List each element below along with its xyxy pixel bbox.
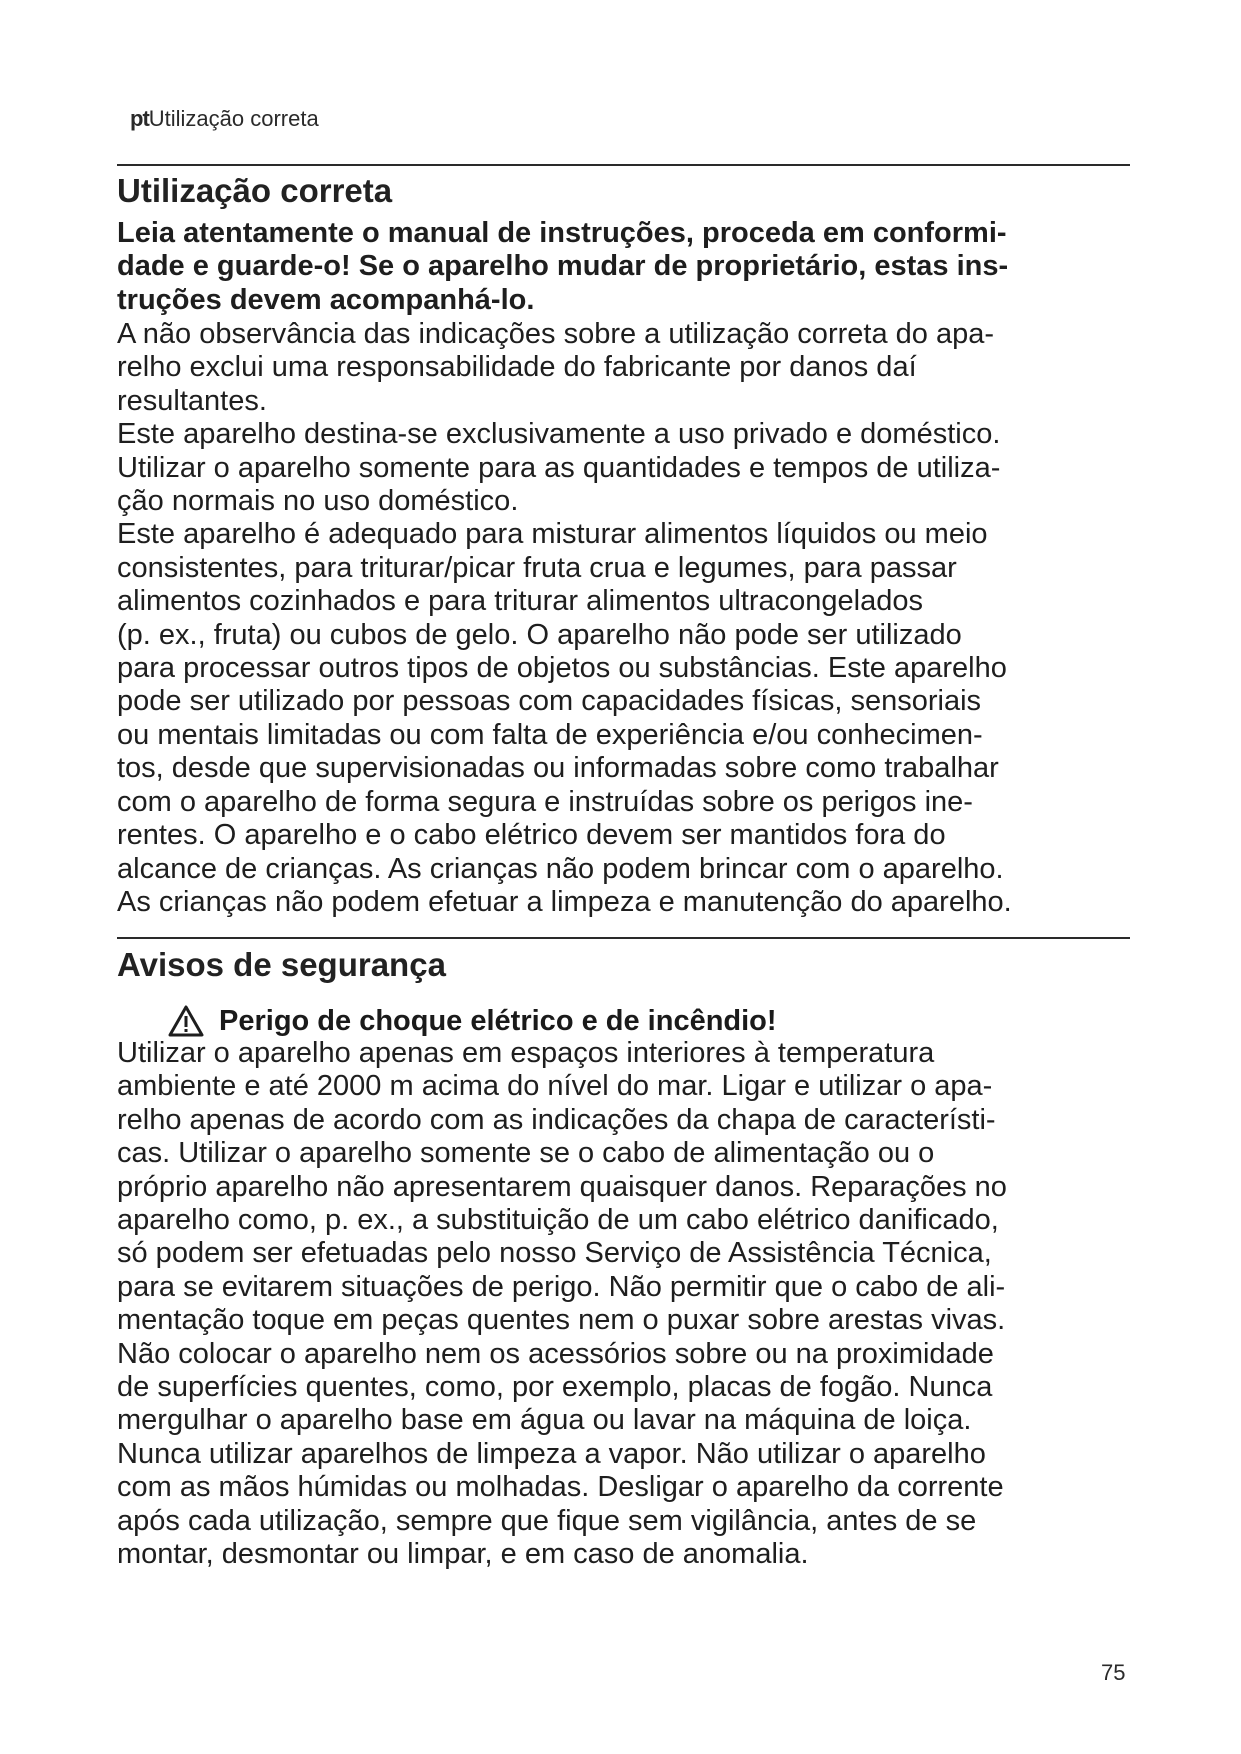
text-line: alimentos cozinhados e para triturar alimentos ultracongelados: [117, 585, 923, 618]
text-line: (p. ex., fruta) ou cubos de gelo. O aparelho não pode ser utilizado: [117, 618, 962, 651]
text-line: montar, desmontar ou limpar, e em caso de anomalia.: [117, 1538, 809, 1571]
text-line: para processar outros tipos de objetos ou substâncias. Este aparelho: [117, 652, 1007, 685]
text-line: ção normais no uso doméstico.: [117, 485, 519, 518]
language-code: pt: [130, 106, 149, 131]
text-line: mentação toque em peças quentes nem o puxar sobre arestas vivas.: [117, 1304, 1006, 1337]
warning-heading: [167, 1004, 777, 1038]
safety-body-paragraph: [117, 1037, 1130, 1572]
text-line: A não observância das indicações sobre a utilização correta do apa-: [117, 318, 994, 350]
text-line: resultantes.: [117, 384, 267, 417]
text-line: mergulhar o aparelho base em água ou lavar na máquina de loiça.: [117, 1404, 972, 1437]
text-line: para se evitarem situações de perigo. Não permitir que o cabo de ali-: [117, 1270, 1006, 1303]
text-line: dade e guarde-o! Se o aparelho mudar de proprietário, estas ins-: [117, 250, 1009, 283]
text-line: com as mãos húmidas ou molhadas. Desligar o aparelho da corrente: [117, 1471, 1004, 1504]
page-number: 75: [1101, 1660, 1126, 1685]
usage-body-paragraph: [117, 318, 1130, 919]
text-line: relho apenas de acordo com as indicações da chapa de característi-: [117, 1103, 996, 1136]
text-line: As crianças não podem efetuar a limpeza e manutenção do aparelho.: [117, 885, 1012, 918]
text-line: após cada utilização, sempre que fique sem vigilância, antes de se: [117, 1504, 977, 1537]
text-line: Leia atentamente o manual de instruções, proceda em conformi-: [117, 217, 1007, 249]
intro-bold-paragraph: [117, 217, 1130, 317]
text-line: pode ser utilizado por pessoas com capacidades físicas, sensoriais: [117, 685, 982, 718]
section-divider-safety: [117, 937, 1130, 939]
warning-heading-text: Perigo de choque elétrico e de incêndio!: [219, 1004, 777, 1037]
text-line: truções devem acompanhá-lo.: [117, 283, 535, 316]
text-line: consistentes, para triturar/picar fruta crua e legumes, para passar: [117, 551, 957, 584]
text-line: aparelho como, p. ex., a substituição de um cabo elétrico danificado,: [117, 1204, 999, 1237]
text-line: próprio aparelho não apresentarem quaisquer danos. Reparações no: [117, 1170, 1007, 1203]
text-line: ou mentais limitadas ou com falta de experiência e/ou conhecimen-: [117, 718, 983, 751]
text-line: cas. Utilizar o aparelho somente se o cabo de alimentação ou o: [117, 1137, 935, 1170]
text-line: de superfícies quentes, como, por exemplo, placas de fogão. Nunca: [117, 1371, 993, 1404]
text-line: só podem ser efetuadas pelo nosso Serviço de Assistência Técnica,: [117, 1237, 992, 1270]
running-title: Utilização correta: [148, 106, 319, 131]
text-line: ambiente e até 2000 m acima do nível do mar. Ligar e utilizar o apa-: [117, 1070, 993, 1103]
text-line: Nunca utilizar aparelhos de limpeza a vapor. Não utilizar o aparelho: [117, 1437, 986, 1470]
section-title-safety: Avisos de segurança: [117, 946, 446, 983]
text-line: Não colocar o aparelho nem os acessórios sobre ou na proximidade: [117, 1337, 994, 1370]
text-line: rentes. O aparelho e o cabo elétrico devem ser mantidos fora do: [117, 819, 946, 852]
running-header: [130, 106, 319, 132]
text-line: Utilizar o aparelho somente para as quantidades e tempos de utiliza-: [117, 451, 1001, 484]
text-line: alcance de crianças. As crianças não podem brincar com o aparelho.: [117, 852, 1004, 885]
section-divider-top: [117, 164, 1130, 166]
text-line: tos, desde que supervisionadas ou informadas sobre como trabalhar: [117, 752, 999, 785]
warning-triangle-icon: [167, 1004, 205, 1038]
text-line: Este aparelho destina-se exclusivamente a uso privado e doméstico.: [117, 418, 1001, 451]
section-title-usage: Utilização correta: [117, 172, 393, 209]
text-line: Este aparelho é adequado para misturar alimentos líquidos ou meio: [117, 518, 988, 551]
text-line: com o aparelho de forma segura e instruídas sobre os perigos ine-: [117, 785, 973, 818]
text-line: Utilizar o aparelho apenas em espaços interiores à temperatura: [117, 1037, 935, 1069]
text-line: relho exclui uma responsabilidade do fabricante por danos daí: [117, 351, 917, 384]
